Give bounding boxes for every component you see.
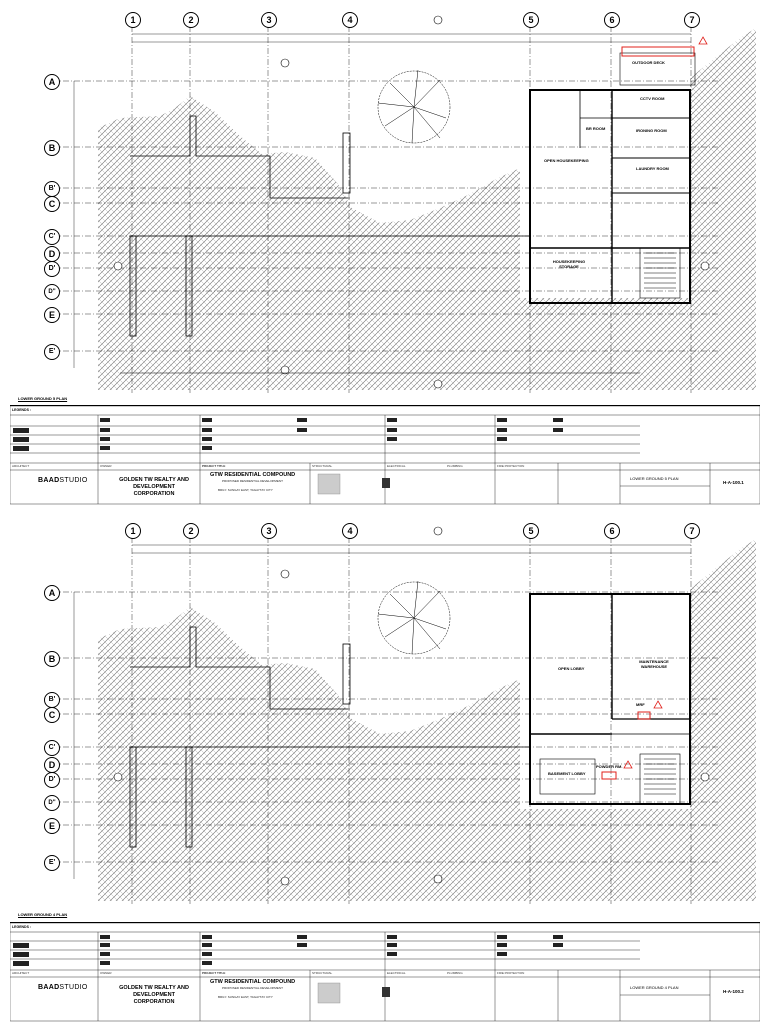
grid-bubble-col: 2 xyxy=(183,523,199,539)
terrain-hatch xyxy=(98,607,520,901)
project-title-label: PROJECT TITLE xyxy=(202,971,226,975)
title-block xyxy=(10,405,760,506)
plumbing-label: PLUMBING xyxy=(447,971,463,975)
grid-bubble-row: C' xyxy=(44,229,60,245)
room-label: CCTV ROOM xyxy=(640,96,665,101)
drawing-sheet-2 xyxy=(0,519,768,1024)
terrain-hatch-east xyxy=(690,28,756,390)
room-label: MRF xyxy=(636,702,645,707)
consultant-logo xyxy=(382,478,390,488)
project-address: BRGY. SUNGAY EAST, TAGAYTAY CITY xyxy=(218,995,273,999)
grid-bubble-col: 1 xyxy=(125,523,141,539)
room-label: POWDER RM. xyxy=(596,764,623,769)
room-label: OUTDOOR DECK xyxy=(632,60,665,65)
terrain-hatch xyxy=(98,96,520,390)
room-label: LAUNDRY ROOM xyxy=(636,166,669,171)
grid-bubble-col: 2 xyxy=(183,12,199,28)
grid-bubble-col: 3 xyxy=(261,12,277,28)
grid-bubble-col: 7 xyxy=(684,523,700,539)
baad-studio-logo: BAADSTUDIO xyxy=(38,984,88,991)
project-name: GTW RESIDENTIAL COMPOUND xyxy=(210,979,296,985)
sheet-number: H-A-100.2 xyxy=(723,989,744,994)
client-name: GOLDEN TW REALTY AND DEVELOPMENT CORPORATION xyxy=(119,985,189,1005)
grid-bubble-row: C' xyxy=(44,740,60,756)
legends-label: LEGENDS : xyxy=(12,408,32,412)
sheet-title: LOWER GROUND 5 PLAN xyxy=(630,476,679,481)
grid-bubble-row: E xyxy=(44,818,60,834)
project-title-label: PROJECT TITLE xyxy=(202,464,226,468)
grid-bubble-col: 5 xyxy=(523,12,539,28)
room-label: IRONING ROOM xyxy=(636,128,667,133)
grid-bubble-row: D xyxy=(44,246,60,262)
consultant-logo xyxy=(382,987,390,997)
room-label: MAINTENANCE WAREHOUSE xyxy=(639,659,669,669)
tree-symbol xyxy=(378,70,450,143)
engineer-logo xyxy=(318,474,340,494)
architect-label: ARCHITECT xyxy=(12,971,30,975)
tree-symbol xyxy=(378,581,450,654)
revision-cloud xyxy=(602,772,616,779)
grid-bubble-row: D' xyxy=(44,261,60,277)
plan-caption: LOWER GROUND 4 PLAN xyxy=(18,912,68,917)
room-label: BR ROOM xyxy=(586,126,606,131)
plumbing-label: PLUMBING xyxy=(447,464,463,468)
drawing-sheet-1 xyxy=(0,8,768,513)
architect-label: ARCHITECT xyxy=(12,464,30,468)
revision-triangle xyxy=(699,37,707,44)
project-name: GTW RESIDENTIAL COMPOUND xyxy=(210,472,296,478)
fire-protection-label: FIRE PROTECTION xyxy=(497,971,525,975)
plan-caption: LOWER GROUND 5 PLAN xyxy=(18,396,68,401)
grid-bubble-row: D'' xyxy=(44,795,60,811)
engineer-logo xyxy=(318,983,340,1003)
grid-bubble-col: 6 xyxy=(604,12,620,28)
grid-bubble-col: 1 xyxy=(125,12,141,28)
room-label: BASEMENT LOBBY xyxy=(548,771,586,776)
project-address: BRGY. SUNGAY EAST, TAGAYTAY CITY xyxy=(218,488,273,492)
room-label: OPEN HOUSEKEEPING xyxy=(544,158,589,163)
structural-label: STRUCTURAL xyxy=(312,971,333,975)
owner-label: OWNER xyxy=(100,464,112,468)
grid-bubble-row: E' xyxy=(44,855,60,871)
project-subtitle: PROPOSED RESIDENTIAL DEVELOPMENT xyxy=(222,479,283,483)
grid-bubble-row: B' xyxy=(44,181,60,197)
title-block xyxy=(10,922,760,1023)
sheet-title: LOWER GROUND 4 PLAN xyxy=(630,985,679,990)
grid-bubble-col: 4 xyxy=(342,12,358,28)
legends-label: LEGENDS : xyxy=(12,925,32,929)
grid-bubble-row: D' xyxy=(44,772,60,788)
revision-cloud xyxy=(638,712,650,719)
grid-bubble-row: E' xyxy=(44,344,60,360)
grid-bubble-row: C xyxy=(44,196,60,212)
grid-bubble-col: 6 xyxy=(604,523,620,539)
electrical-label: ELECTRICAL xyxy=(387,971,406,975)
room-label: OPEN LOBBY xyxy=(558,666,585,671)
room-label: HOUSEKEEPING STORAGE xyxy=(552,259,586,269)
electrical-label: ELECTRICAL xyxy=(387,464,406,468)
revision-triangle xyxy=(654,701,662,708)
grid-bubble-col: 7 xyxy=(684,12,700,28)
structural-label: STRUCTURAL xyxy=(312,464,333,468)
grid-bubble-row: B xyxy=(44,651,60,667)
sheet-number: H-A-100.1 xyxy=(723,480,744,485)
revision-cloud xyxy=(622,47,694,56)
revision-triangle xyxy=(624,761,632,768)
grid-bubble-row: A xyxy=(44,585,60,601)
grid-bubble-row: D xyxy=(44,757,60,773)
grid-bubble-row: A xyxy=(44,74,60,90)
project-subtitle: PROPOSED RESIDENTIAL DEVELOPMENT xyxy=(222,986,283,990)
grid-bubble-row: E xyxy=(44,307,60,323)
grid-bubble-row: D'' xyxy=(44,284,60,300)
terrain-hatch-east xyxy=(690,539,756,901)
fire-protection-label: FIRE PROTECTION xyxy=(497,464,525,468)
grid-bubble-col: 3 xyxy=(261,523,277,539)
grid-bubble-row: B xyxy=(44,140,60,156)
owner-label: OWNER xyxy=(100,971,112,975)
grid-bubble-row: C xyxy=(44,707,60,723)
grid-bubble-col: 5 xyxy=(523,523,539,539)
grid-bubble-row: B' xyxy=(44,692,60,708)
client-name: GOLDEN TW REALTY AND DEVELOPMENT CORPORATION xyxy=(119,477,189,497)
baad-studio-logo: BAADSTUDIO xyxy=(38,477,88,484)
grid-bubble-col: 4 xyxy=(342,523,358,539)
